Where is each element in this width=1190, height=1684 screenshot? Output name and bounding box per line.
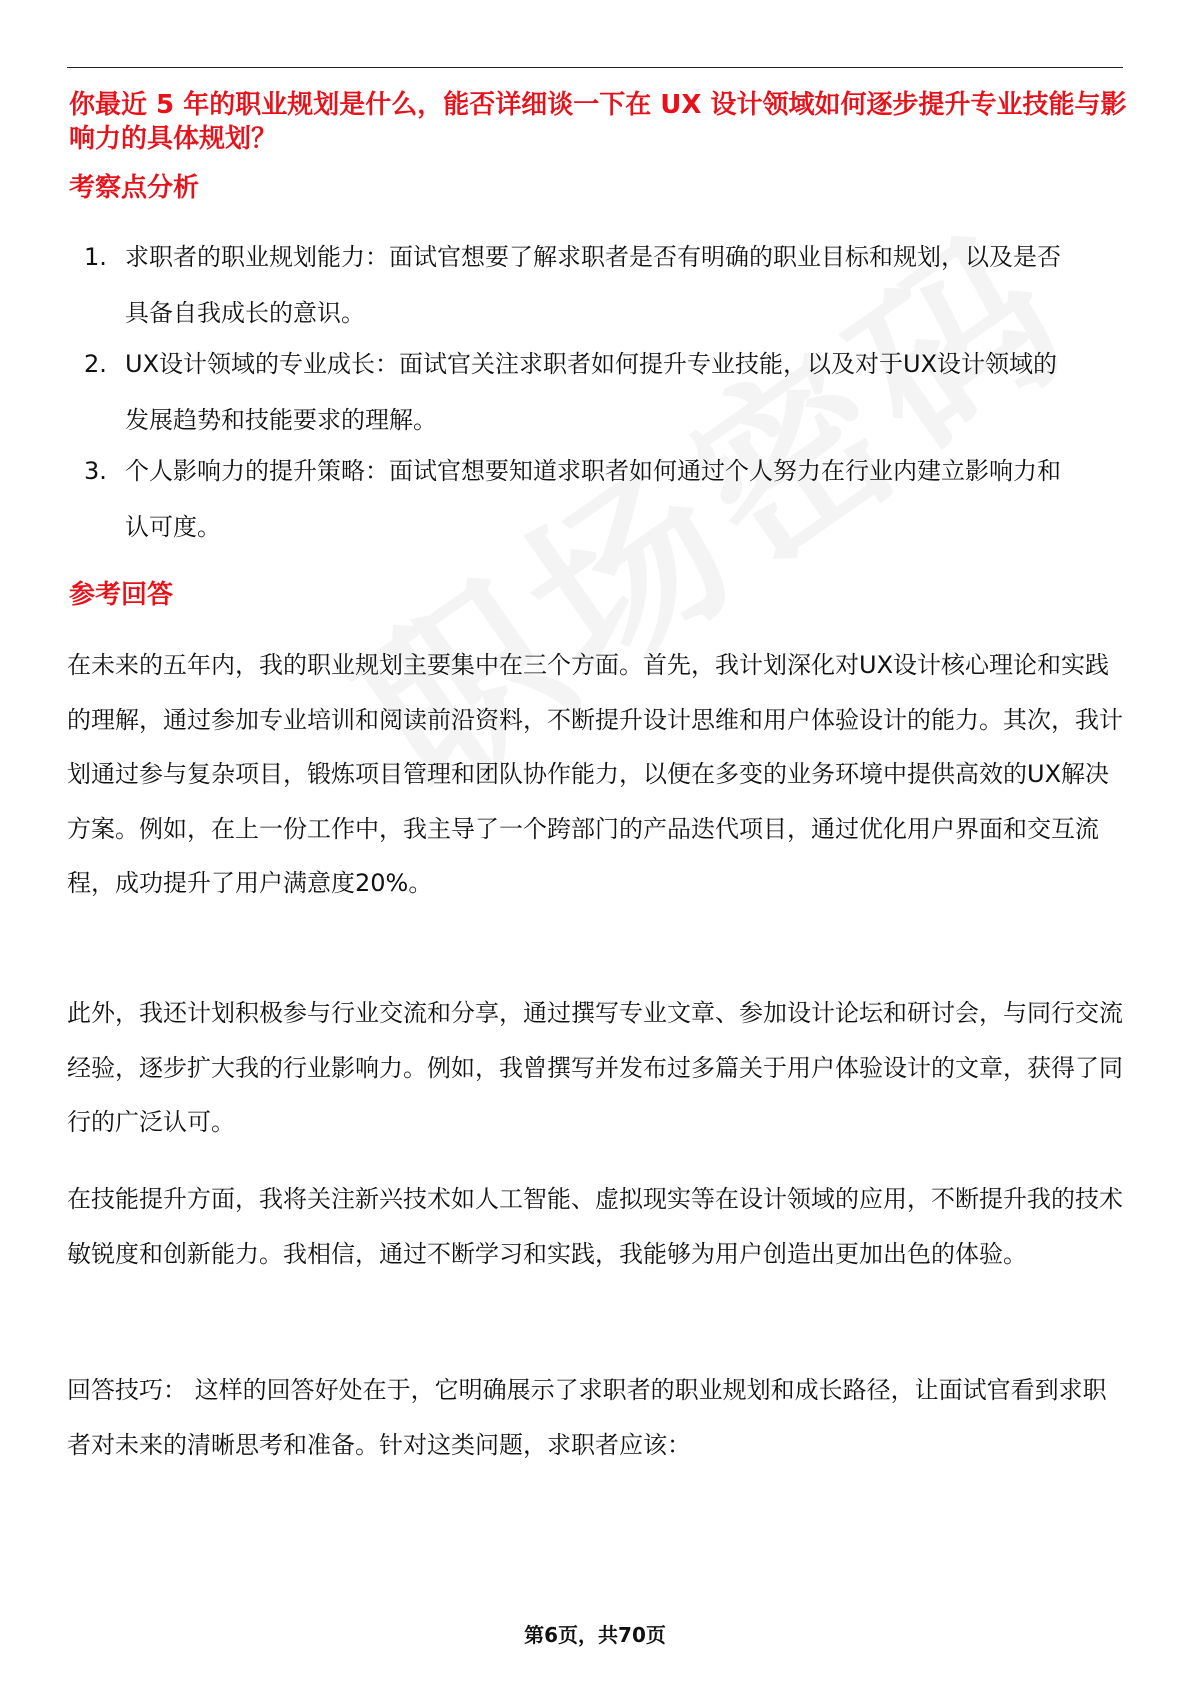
answer-paragraph: 在技能提升方面，我将关注新兴技术如人工智能、虚拟现实等在设计领域的应用，不断提升我的技术敏锐度和创新能力。我相信，通过不断学习和实践，我能够为用户创造出更加出色的体验。 (67, 1185, 1123, 1268)
question-title: 你最近 5 年的职业规划是什么，能否详细谈一下在 UX 设计领域如何逐步提升专业技能与影响力的具体规划？ (69, 90, 1127, 154)
analysis-item-text: 个人影响力的提升策略：面试官想要知道求职者如何通过个人努力在行业内建立影响力和认可度。 (125, 457, 1061, 541)
analysis-item-number: 2. (84, 350, 107, 378)
analysis-heading: 考察点分析 (69, 173, 200, 203)
page-number-footer: 第6页，共70页 (524, 1623, 666, 1647)
analysis-item-number: 1. (84, 243, 107, 271)
analysis-item (84, 336, 1084, 448)
answer-paragraph: 此外，我还计划积极参与行业交流和分享，通过撰写专业文章、参加设计论坛和研讨会，与同行交流经验，逐步扩大我的行业影响力。例如，我曾撰写并发布过多篇关于用户体验设计的文章，获得了同行的广泛认可。 (67, 999, 1123, 1136)
analysis-item (84, 229, 1084, 341)
top-divider (67, 67, 1123, 68)
answer-tips-paragraph: 回答技巧： 这样的回答好处在于，它明确展示了求职者的职业规划和成长路径，让面试官看到求职者对未来的清晰思考和准备。针对这类问题，求职者应该： (67, 1376, 1107, 1459)
analysis-item-text: UX设计领域的专业成长：面试官关注求职者如何提升专业技能，以及对于UX设计领域的发展趋势和技能要求的理解。 (125, 350, 1058, 434)
analysis-item (84, 443, 1084, 555)
analysis-item-text: 求职者的职业规划能力：面试官想要了解求职者是否有明确的职业目标和规划，以及是否具备自我成长的意识。 (125, 243, 1061, 327)
reference-heading: 参考回答 (69, 580, 174, 610)
answer-paragraph: 在未来的五年内，我的职业规划主要集中在三个方面。首先，我计划深化对UX设计核心理论和实践的理解，通过参加专业培训和阅读前沿资料，不断提升设计思维和用户体验设计的能力。其次，我计划通过参与复杂项目，锻炼项目管理和团队协作能力，以便在多变的业务环境中提供高效的UX解决方案。例如，在上一份工作中，我主导了一个跨部门的产品迭代项目，通过优化用户界面和交互流程，成功提升了用户满意度20%。 (67, 651, 1123, 897)
analysis-item-number: 3. (84, 457, 107, 485)
